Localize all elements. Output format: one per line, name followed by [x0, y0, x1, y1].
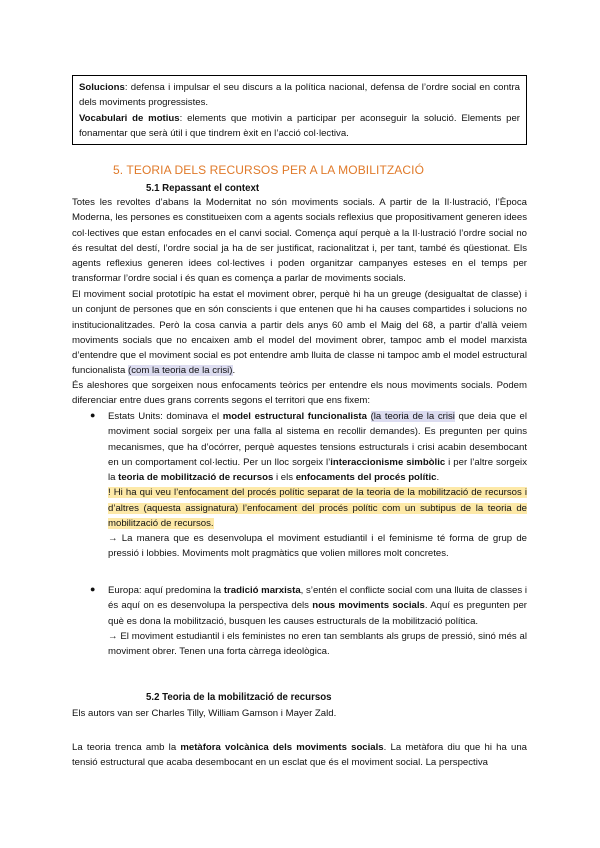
vocabulary-paragraph — [79, 111, 520, 142]
usa-text — [108, 409, 527, 485]
metaphor-body: . La metàfora diu que hi ha una tensió estructural que acaba desembocant en un esclat que és el moviment social. La perspectiva — [72, 742, 528, 769]
summary-box — [72, 75, 527, 145]
europe-text — [108, 583, 527, 629]
usa-end: . — [436, 472, 440, 483]
paragraph-workers-text: El moviment social prototípic ha estat el moviment obrer, perquè hi ha un greuge (desigualtat de classe) i un conjunt de persones que en són conscients i que entenen que hi ha causes compartides i solucions no institucionalitzades. Però la cosa canvia a partir dels anys 60 amb el Maig del 68, a partir d’allà veiem moviments socials que no encaixen amb el model del moviment obrer, tampoc amb el model marxista d’entendre que el moviment social es pot entendre amb lluita de classe ni tampoc amb el model estructural funcionalista — [72, 289, 527, 377]
vocabulary-text: : elements que motivin a participar per aconseguir la solució. Elements per fonamentar que serà útil i que tindrem èxit en l’acció col·lectiva. — [79, 112, 520, 139]
bullet-usa: ● — [90, 410, 96, 420]
metaphor-intro: La teoria trenca amb la — [72, 742, 181, 753]
usa-body-2: i per l’altre sorgeix la — [108, 456, 527, 483]
political-process-term: enfocaments del procés polític — [295, 472, 437, 483]
solutions-paragraph — [79, 80, 520, 111]
vocabulary-label: Vocabulari de motius — [79, 112, 180, 124]
subsection-title-resources: 5.2 Teoria de la mobilització de recursos — [146, 692, 332, 703]
europe-arrow-note: → El moviment estudiantil i els feministes no eren tan semblants als grups de pressió, sinó més al moviment obrer. Tenen una forta càrrega ideològica. — [108, 630, 527, 657]
section-title: 5. TEORIA DELS RECURSOS PER A LA MOBILITZACIÓ — [113, 163, 425, 177]
resource-mobilization-term: teoria de mobilització de recursos — [118, 472, 274, 483]
structural-model-term: model estructural funcionalista — [222, 411, 367, 422]
paragraph-workers-end: . — [232, 365, 236, 377]
solutions-text: : defensa i impulsar el seu discurs a la política nacional, defensa de l’ordre social en contra dels moviments progressistes. — [79, 82, 520, 109]
paragraph-authors: Els autors van ser Charles Tilly, William Gamson i Mayer Zald. — [72, 708, 337, 719]
crisis-theory-highlight: (com la teoria de la crisi) — [128, 365, 233, 377]
usa-body-3: i els — [273, 472, 296, 483]
paragraph-volcanic-metaphor — [72, 740, 527, 771]
symbolic-interactionism-term: interaccionisme simbòlic — [330, 456, 446, 468]
new-social-movements-term: nous moviments socials — [312, 600, 425, 612]
crisis-theory-highlight-2: (la teoria de la crisi — [370, 411, 455, 422]
europe-body: , s’entén el conflicte social com una lluita de classes i és aquí on es desenvolupa la perspectiva dels — [108, 585, 527, 612]
note-paragraph — [108, 485, 527, 531]
subsection-title-context: 5.1 Repassant el context — [146, 183, 260, 194]
marxist-tradition-term: tradició marxista — [223, 585, 301, 596]
paragraph-modernity: Totes les revoltes d’abans la Modernitat no són moviments socials. A partir de la Il·lustració, l’Època Moderna, les persones es constitueixen com a agents socials reflexius que propositivament generen idees col·lectives que estan enfocades en el canvi social. Comença aquí perquè a la Il·lustració l’ordre social no és resultat del destí, l’ordre social ja ha de ser justificat, racionalitzat i, per tant, també és qüestionat. Els agents reflexius generen idees col·lectives i poden organitzar campanyes esteses en el temps per transformar l’ordre social i és quan es comença a parlar de moviments socials. — [72, 197, 527, 285]
solutions-label: Solucions — [79, 82, 125, 93]
paragraph-workers-movement — [72, 287, 527, 379]
list-item-usa — [108, 409, 527, 562]
europe-end: . Aquí es pregunten per què es dona la mobilització, busquen les causes estructurals de la mobilització política. — [108, 600, 527, 627]
usa-body: que deia que el moviment social sorgeix per una falla al sistema en recollir demandes). Es pregunten per quins mecanismes, que ha d’ocórrer, perquè aquestes tensions estructurals i crisi acabin desembocant en un comportament col·lectiu. Per un lloc sorgeix l’ — [108, 411, 528, 468]
bullet-europe: ● — [90, 584, 96, 594]
volcanic-metaphor-term: metàfora volcànica dels moviments socials — [180, 742, 384, 753]
europe-intro: Europa: aquí predomina la — [108, 585, 224, 596]
note-highlight: ! Hi ha qui veu l’enfocament del procés polític separat de la teoria de la mobilització de recursos i d’altres (aquesta assignatura) l’enfocament del procés polític com un subtipus de la teoria de mobilització de recursos. — [108, 487, 527, 529]
usa-intro: Estats Units: dominava el — [108, 411, 223, 422]
paragraph-new-approaches: És aleshores que sorgeixen nous enfocaments teòrics per entendre els nous moviments socials. Podem diferenciar entre dues grans corrents segons el territori que ens fixem: — [72, 380, 527, 407]
list-item-europe — [108, 583, 527, 659]
usa-arrow-note: → La manera que es desenvolupa el moviment estudiantil i el feminisme té forma de grup de pressió i lobbies. Moviments molt pragmàtics que volien millores molt concretes. — [108, 533, 527, 560]
